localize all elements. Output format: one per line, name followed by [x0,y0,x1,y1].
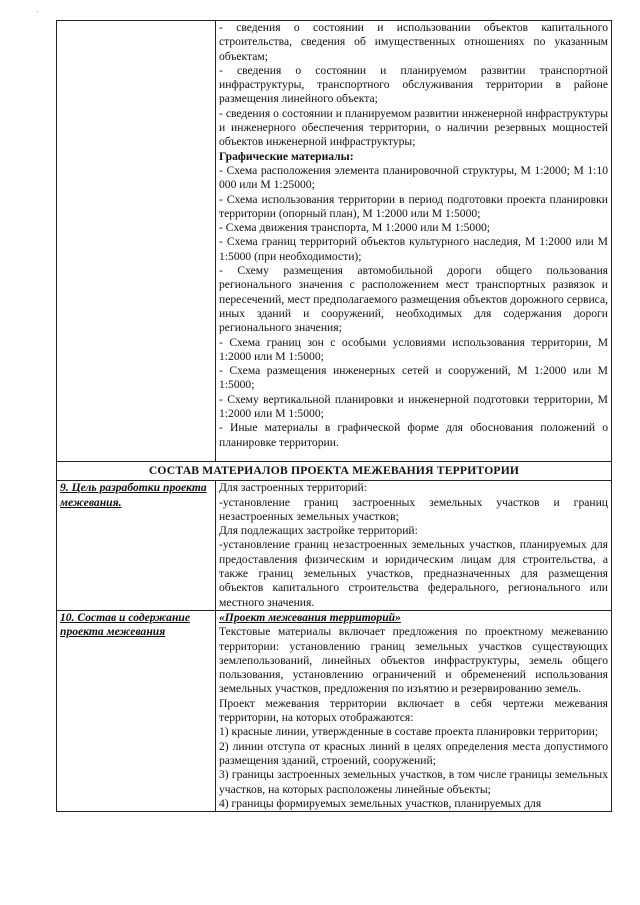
left-cell-empty [57,21,216,462]
row10-line: 3) границы застроенных земельных участков, в том числе границы земельных участков, на которых расположены линейные объекты; [219,768,608,796]
row10-content-cell [216,610,612,811]
table-row-10 [57,610,612,811]
row9-line: Для подлежащих застройке территорий: [219,524,418,538]
list-item: - Схема размещения инженерных сетей и сооружений, М 1:2000 или М 1:5000; [219,364,608,392]
row9-label-cell [57,481,216,611]
row10-label: 10. Состав и содержание проекта межевания [60,610,191,639]
row10-line: 4) границы формируемых земельных участков, планируемых для [219,796,542,810]
list-item: - Схема расположения элемента планировочной структуры, М 1:2000; М 1:10 000 или М 1:25000; [219,163,608,192]
row9-content-cell [216,481,612,611]
list-item: - сведения о состоянии и планируемом развитии транспортной инфраструктуры, транспортного обслуживания территории в районе размещения линейного объекта; [219,63,608,106]
list-item: - сведения о состоянии и использовании объектов капитального строительства, сведения об имущественных отношениях по указанным объектам; [219,21,608,63]
row10-line: Текстовые материалы включает предложения по проектному межеванию территории: установлению границ земельных участков существующих землепользований, линейных объектов инфраструктуры, земель общего пользования, установлению ограничений и обременений использования земельных участков, предложения по изъятию и резервированию земель. [219,625,608,696]
right-cell-materials [216,21,612,462]
list-item: - Схема границ зон с особыми условиями использования территории, М 1:2000 или М 1:5000; [219,335,608,363]
list-item: - сведения о состоянии и планируемом развитии инженерной инфраструктуры и инженерного обеспечения территории, о наличии резервных мощностей объектов инженерной инфраструктуры; [219,106,608,149]
section-header-row [57,462,612,481]
graphic-materials-heading: Графические материалы: [219,149,354,163]
margin-mark: - [36,6,39,16]
list-item: - Иные материалы в графической форме для обоснования положений о планировке территории. [219,421,608,449]
list-item: - Схему вертикальной планировки и инженерной подготовки территории, М 1:2000 или М 1:5000; [219,392,608,421]
row10-line: Проект межевания территории включает в себя чертежи межевания территории, на которых отображаются: [219,696,608,725]
list-item: - Схема границ территорий объектов культурного наследия, М 1:2000 или М 1:5000 (при необходимости); [219,235,608,263]
row10-label-cell [57,610,216,811]
row9-line: Для застроенных территорий: [219,481,367,495]
row10-heading: «Проект межевания территорий» [219,610,401,624]
row9-line: -установление границ застроенных земельных участков и границ незастроенных земельных участков; [219,495,608,523]
section-title: СОСТАВ МАТЕРИАЛОВ ПРОЕКТА МЕЖЕВАНИЯ ТЕРРИТОРИИ [57,462,612,481]
row10-line: 2) линии отступа от красных линий в целях определения места допустимого размещения зданий, строений, сооружений; [219,739,608,767]
requirements-table [56,20,612,812]
row10-line: 1) красные линии, утвержденные в составе проекта планировки территории; [219,725,599,739]
list-item: - Схему размещения автомобильной дороги общего пользования регионального значения с расположением мест транспортных развязок и пересечений, мест предполагаемого размещения объектов дорожного сервиса, иных зданий и сооружений, необходимых для содержания дороги регионального значения; [219,264,608,335]
table-row-graphics [57,21,612,462]
list-item: - Схема использования территории в период подготовки проекта планировки территории (опорный план), М 1:2000 или М 1:5000; [219,192,608,220]
list-item: - Схема движения транспорта, М 1:2000 или М 1:5000; [219,221,491,235]
table-row-9 [57,481,612,611]
row9-line: -установление границ незастроенных земельных участков, планируемых для предоставления физическим и юридическим лицам для строительства, а также границ земельных участков, предназначенных для размещения объектов капитального строительства федерального, регионального или местного значения. [219,538,608,609]
row9-label: 9. Цель разработки проекта межевания. [60,481,207,509]
